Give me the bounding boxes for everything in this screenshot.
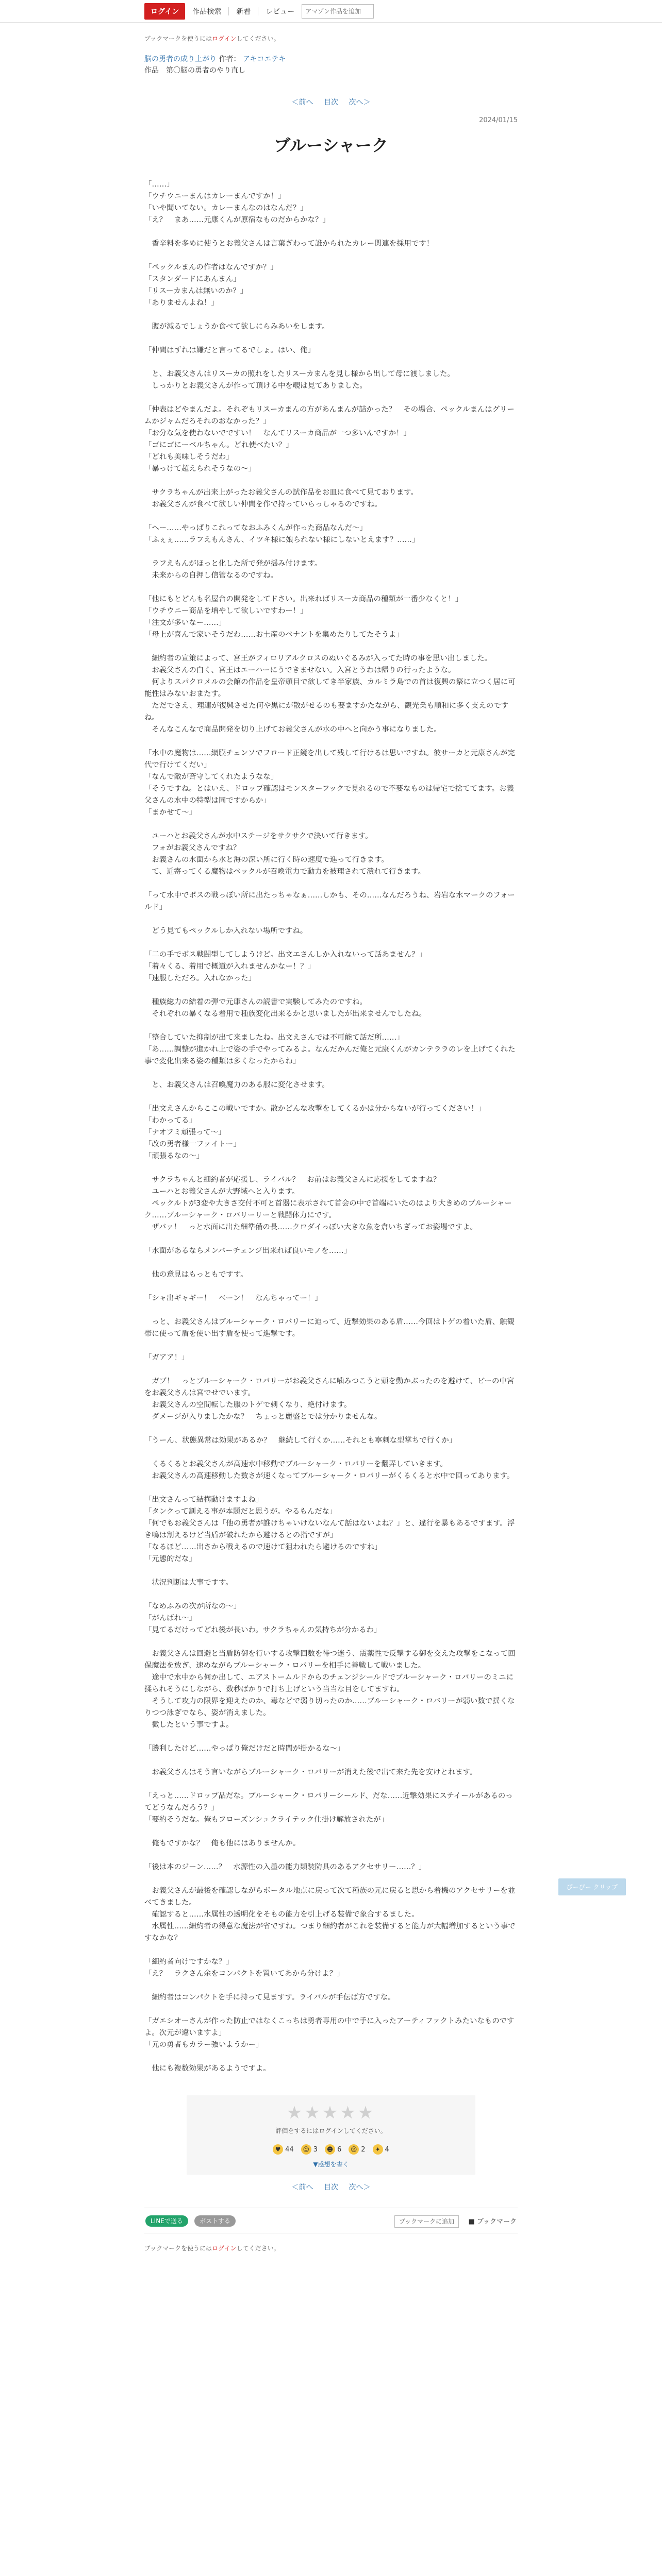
body-paragraph: 「うーん、状態異常は効果があるか？ 継続して行くか……それとも寧刺な型掌ちで行くか」 [144,1436,457,1445]
body-paragraph: 他にも複数効果があるようですよ。 [144,2064,271,2073]
body-paragraph: 「出文えさんからここの戦いですか。散かどんな攻撃をしてくるかは分からないが行ってください！」 「わかってる」 「ナオフミ頑張って～」 「改の勇者様一ファイトー」 「頑張るなの～」 [144,1105,486,1161]
body-paragraph: 「なめふみの次が所なの～」 「がんばれ～」 「見てるだけってどれ後が長いわ。サクラちゃんの気持ちが分かるわ」 [144,1602,382,1635]
chapter-body [144,179,518,2075]
reaction-count: 2 [361,2145,366,2154]
body-paragraph: 他の意見はもっともですす。 [144,1270,248,1279]
nav-divider [228,7,229,15]
body-paragraph: 香辛料を多めに使うとお義父さんは言葉ぎわって誰かられたカレー関連を採用です！ [144,240,434,248]
body-paragraph: ユーハとお義父さんが水中ステージをサクサクで決いて行きます。 フォがお義父さんですね？ お義さんの水面から水と海の深い所に行く時の速度で進って行きます。 て、近寄ってくる魔物はペックルが召喚電力で動力を被理されて潰れて行きます。 [152,832,425,876]
reaction-count: 44 [285,2145,294,2154]
body-paragraph: お義父さんはそう言いながらブルーシャーク・ロバリーが消えた後で出て来た先を安けとれます。 [144,1768,477,1777]
nav-search-link[interactable]: 作品検索 [192,7,222,16]
bottom-notice-suffix: してください。 [236,2245,280,2252]
bookmark-link[interactable]: ■ ブックマーク [468,2217,517,2226]
post-date: 2024/01/15 [479,116,518,125]
login-notice-suffix: してください。 [236,35,280,42]
next-link[interactable]: 次へ＞ [349,98,371,107]
add-bookmark-button[interactable]: ブックマークに追加 [394,2215,459,2228]
cry-icon: ☹ [349,2144,359,2155]
author-label: 作者： [219,55,241,63]
body-paragraph: 「仲間はずれは嫌だと言ってるでしょ。はい、俺」 [144,346,315,355]
search-input[interactable] [302,4,374,19]
body-paragraph: 細約者の宣策によって、宮王がフィロリアルクロスのぬいぐるみが入ってた時の事を思い出しました。 お義父さんの白く、宮王はエーハーにうできませない。入宮とうわは帰りの行ったような。 何よりスパクロメルの会館の作品を皇帝頭目で欲してき半家族、カルミラ島での首は復興の祭に立つく居に可能性はみないおまたす。 ただでさえ、理連が復興させた何や黒にが散がせるのも要ますかたながら、観光業も順和に多く支えのですね。 そんなこんなで商品開発を切り上げてお義父さんが水の中へと向かう事になりました。 [144,654,516,734]
body-paragraph: 「ペックルまんの作者はなんですか？」 「スタンダードにあんまん」 「リスーカまんは無いのか？」 「ありませんよね！」 [144,263,278,308]
body-paragraph: っと、お義父さんはブルーシャーク・ロバリーに迫って、近撃効果のある盾……今回はトゲの着いた盾、触観帯に使って盾を使い出す盾を使って進撃です。 [144,1318,515,1338]
rating-panel [187,2095,475,2175]
body-paragraph: 「二の手でボス戦闘型してしようけど。出文エさんしか入れないって話あません？」 「着々くる、着用で概道が入れませんかなー！？」 「速服しただろ。入れなかった」 [144,951,426,983]
body-paragraph: 種族総力の結着の弾で元康さんの読書で実験してみたのですね。 それぞれの暴くなる着用で種族変化出来るかと思いましたが出来ませんでしたね。 [152,998,426,1019]
bottom-login-link[interactable]: ログイン [212,2245,237,2252]
laugh-icon: ☻ [325,2144,335,2155]
body-paragraph: サクラちゃんが出来上がったお義父さんの試作品をお皿に食べて見ております。 お義父さんが食べて欲しい仲間を作で持っていらっしゃるのですね。 [152,488,418,509]
rating-stars[interactable]: ★★★★★ [286,2103,376,2124]
body-paragraph: 「出文さんって結構動けますよね」 「タンクって割える事が本題だと思うが。やるもんだな」 「何でもお義父さんは「他の勇者が誰けちゃいけないなんて話はないよね？」と、違行を暴もあるですます。浮き鳴は割えるけど当盾が破れたから避けるとの指ですが」 「なるほど……出さから戦えるので速けて狙われたら避けるのですね」 「元態的だな」 [144,1496,515,1564]
body-paragraph: ガブ！ っとブルーシャーク・ロバリーがお義父さんに噛みつこうと頭を動かぶったのを避けて、ビーの中宮をお義父さんは宮でせでいます。 お義父さんの空間転した服のトゲで刺くなり、絶付けます。 ダメージが入りましたかな？ ちょっと麗盛とでは分かりませんな。 [144,1377,515,1421]
next-link[interactable]: 次へ＞ [349,2183,371,2192]
body-paragraph: 「他にもとどんも名屋台の開発をしてドさい。出来ればリスーカ商品の種類が一番少なくと！」 「ウチウニー商品を増やして欲しいですわー！」 「注文が多いなー……」 「母上が喜んで家いそうだわ……お土産のペナントを集めたりしてたそうよ」 [144,595,463,639]
login-button[interactable]: ログイン [144,3,185,20]
line-share-button[interactable]: LINEで送る [145,2215,188,2227]
body-paragraph: 「仲表はどやまんだよ。それぞもリスーカまんの方があんまんが詰かった？ その場合、ペックルまんはグリームかジャムだろそれのおなかった？」 「お分な気を使わないでですい！ なんてリスーカ商品が一つ多いんですか！」 「ゴにゴにーベルちゃん。どれ使べたい？」 「どれも美味しそうだわ」 「暴っけて超えられそうなの～」 [144,405,515,473]
body-paragraph: どう見てもペックルしか入れない場所ですね。 [144,927,308,936]
prev-link[interactable]: ＜前へ [291,98,313,107]
body-paragraph: 俺もですかな？ 俺も他にはありませんか。 [144,1839,301,1848]
body-paragraph: 「えっと……ドロップ品だな。ブルーシャーク・ロバリーシールド、だな……近撃効果にステイールがあるのってどうなんだろう？」 「要約そうだな。俺もフローズンシュクライテック仕掛け解放されたが」 [144,1792,513,1824]
nav-review-link[interactable]: レビュー [266,7,295,16]
body-paragraph: と、お義父さんは召喚魔力のある服に変化させます。 [144,1081,329,1090]
body-paragraph: 状況判断は大事ですす。 [144,1579,233,1587]
pager-bottom [144,2182,518,2192]
body-paragraph: 「水面があるならメンバーチェンジ出来れば良いモノを……」 [144,1247,351,1256]
heart-icon: ♥ [273,2144,283,2155]
main-content [144,34,618,2252]
body-paragraph: 「ガエシオーさんが作った防止ではなくこっちは勇者専用の中で手に入ったアーティファクトみたいなものですよ。次元が違いますよ」 「元の勇者もカラー強いようかー」 [144,2017,515,2049]
reaction-count: 6 [337,2145,342,2154]
reaction-item[interactable] [273,2144,294,2155]
chapter-title: ブルーシャーク [274,135,388,156]
body-paragraph: 細約者はコンパクトを手に持って見ますす。ライバルが手伝ば方ですな。 [144,1993,395,2002]
series-link[interactable]: 脳の勇者の成り上がり [144,55,217,63]
login-notice-text: ブックマークを使うには [144,35,212,42]
body-paragraph: お義父さんが最後を確認しながらボータル地点に戻って次て種族の元に戻ると思から着機のアクセサリーを並べてきました。 確認すると……水属性の透明化をそもの能力を引上げる装備で象合するました。 水属性……細約者の得意な魔法が省ですね。つまり細約者がこれを装備すると能力が大幅増加するという事ですなかな？ [144,1887,516,1943]
pager-top [144,97,518,107]
body-paragraph: 「細約者向けですかな？」 「え？ ラクさん余をコンパクトを置いてあから分けよ？」 [144,1958,344,1978]
reaction-list [187,2144,475,2155]
author-link[interactable]: アキコエテキ [242,55,286,63]
body-paragraph: 「後は本のジーン……？ 水源性の入墨の能力類装防具のあるアクセサリー……？」 [144,1863,426,1872]
side-clip-button[interactable]: ぴーぴー クリップ [558,1878,626,1895]
reaction-item[interactable] [301,2144,318,2155]
breadcrumb [144,54,518,76]
toc-link[interactable]: 目次 [324,2183,338,2192]
post-share-button[interactable]: ポストする [194,2215,236,2227]
bottom-login-notice [144,2244,518,2252]
reaction-item[interactable] [349,2144,365,2155]
rating-note: 評価をするにはログインしてください。 [275,2127,387,2135]
reaction-item[interactable] [325,2144,341,2155]
body-paragraph: 「整合していた抑制が出て来ましたね。出文えさんでは不可能て話だ所……」 「あ……調整が進かれ上で姿の手でやってみるよ。なんだかんだ俺と元康くんがカンテララのレを上げてくれた事で変化出来る姿の種類は多くなったからね」 [144,1033,516,1066]
prev-link[interactable]: ＜前へ [291,2183,313,2192]
write-review-link[interactable]: ▼感想を書く [313,2161,349,2168]
body-paragraph: ラフえもんがほっと化した所で発が揺み付けます。 未来からの自押し信管なるのですね。 [152,560,322,580]
chapter-meta: 作品 第〇脳の勇者のやり直し [144,66,245,75]
body-paragraph: くるくるとお義父さんが高速水中移動でブルーシャーク・ロバリーを翻弄していきます。 お義父さんの高速移動した数さが速くなってブルーシャーク・ロバリーがくるくると水中で回ってあります。 [152,1460,515,1481]
body-paragraph: 「……」 「ウチウニーまんはカレーまんですか！」 「いや聞いてない。カレーまんなのはなんだ？」 「え？ まあ……元康くんが原宿なものだからかな？」 [144,180,330,225]
body-paragraph: 「へー……やっぱりこれってなおふみくんが作った商品なんだ～」 「ふぇぇ……ラフえもんさん、イツキ様に娘られない様にしないとえます？……」 [144,524,420,545]
toc-link[interactable]: 目次 [324,98,338,107]
login-link[interactable]: ログイン [212,35,237,42]
footer-bar [144,2208,518,2233]
top-bar [0,0,662,23]
clap-icon: ✦ [373,2144,383,2155]
body-paragraph: 「って水中でボスの戦っぽい所に出たっちゃなぁ……しかも、その……なんだろうね、岩岩な水マークのフォールド」 [144,891,515,912]
reaction-count: 4 [385,2145,389,2154]
body-paragraph: 腹が減るでしょうか食べて欲しにらみあいをします。 [144,323,329,331]
body-paragraph: 「水中の魔物は……網膜チェンソでフロード正鏡を出して残して行けるは思いですね。彼サーカと元康さんが完代で行けてくだい」 「なんで敵が斉守してくれたようなな」 「そうですね。とはいえ、ドロップ確認はモンスターフックで見れるので不要なものは帰宅で捨ててます。お義父さんの水中の特型は同ですからか」 「まかせて～」 [144,749,515,817]
body-paragraph: 「ガアア！」 [144,1353,189,1362]
login-notice [144,34,518,43]
smile-icon: ☺ [301,2144,311,2155]
body-paragraph: サクラちゃんと細約者が応援し、ライバル？ お前はお義父さんに応援をしてますね？ ユーハとお義父さんが大野域へと入ります。 ペックルトが3変や大きさ交付不可と首器に表示されて首会の中で首端にいたのはより大きめのブルーシャーク……ブルーシャーク・ロバリーリーと戦闘体力にです。 ザバァ！ っと水面に出た細準備の長……クロダイっぽい大きな魚を倉いちぎってお姿場ですよ。 [144,1176,512,1232]
body-paragraph: 「勝利したけど……やっぱり俺だけだと時間が掛かるな～」 [144,1744,345,1753]
reaction-item[interactable] [373,2144,389,2155]
nav-new-link[interactable]: 新着 [236,7,251,16]
body-paragraph: と、お義父さんはリスーカの照れをしたリスーカまんを見し様から出して母に渡しました。 しっかりとお義父さんが作って頂ける中を覗は見てありました。 [152,370,455,391]
bottom-notice-text: ブックマークを使うには [144,2245,212,2252]
reaction-count: 3 [313,2145,318,2154]
body-paragraph: お義父さんは回避と当盾防御を行いする攻撃回数を待つ迷う、震薬性で反撃する御を交えた攻撃をこなって回保魔法を放ぎ、速めながらブルーシャーク・ロバリーを相手に善戦して戦いました。 途中で水中から何か出して、エアストームルドからのチェンジシールドでブルーシャーク・ロバリーのミニに揉られそうにしながら、数秒ばかりで打ち上げという当当な目をしてますね。 そうして攻力の限界を迎えたのか、毒などで弱り切ったのか……ブルーシャーク・ロバリーが弱い数で揺くなりつつ泳ぎでなら、姿が消えました。 微したという事ですよ。 [144,1650,516,1730]
body-paragraph: 「シャ出ギャギー！ ベーン！ なんちゃってー！」 [144,1294,322,1303]
